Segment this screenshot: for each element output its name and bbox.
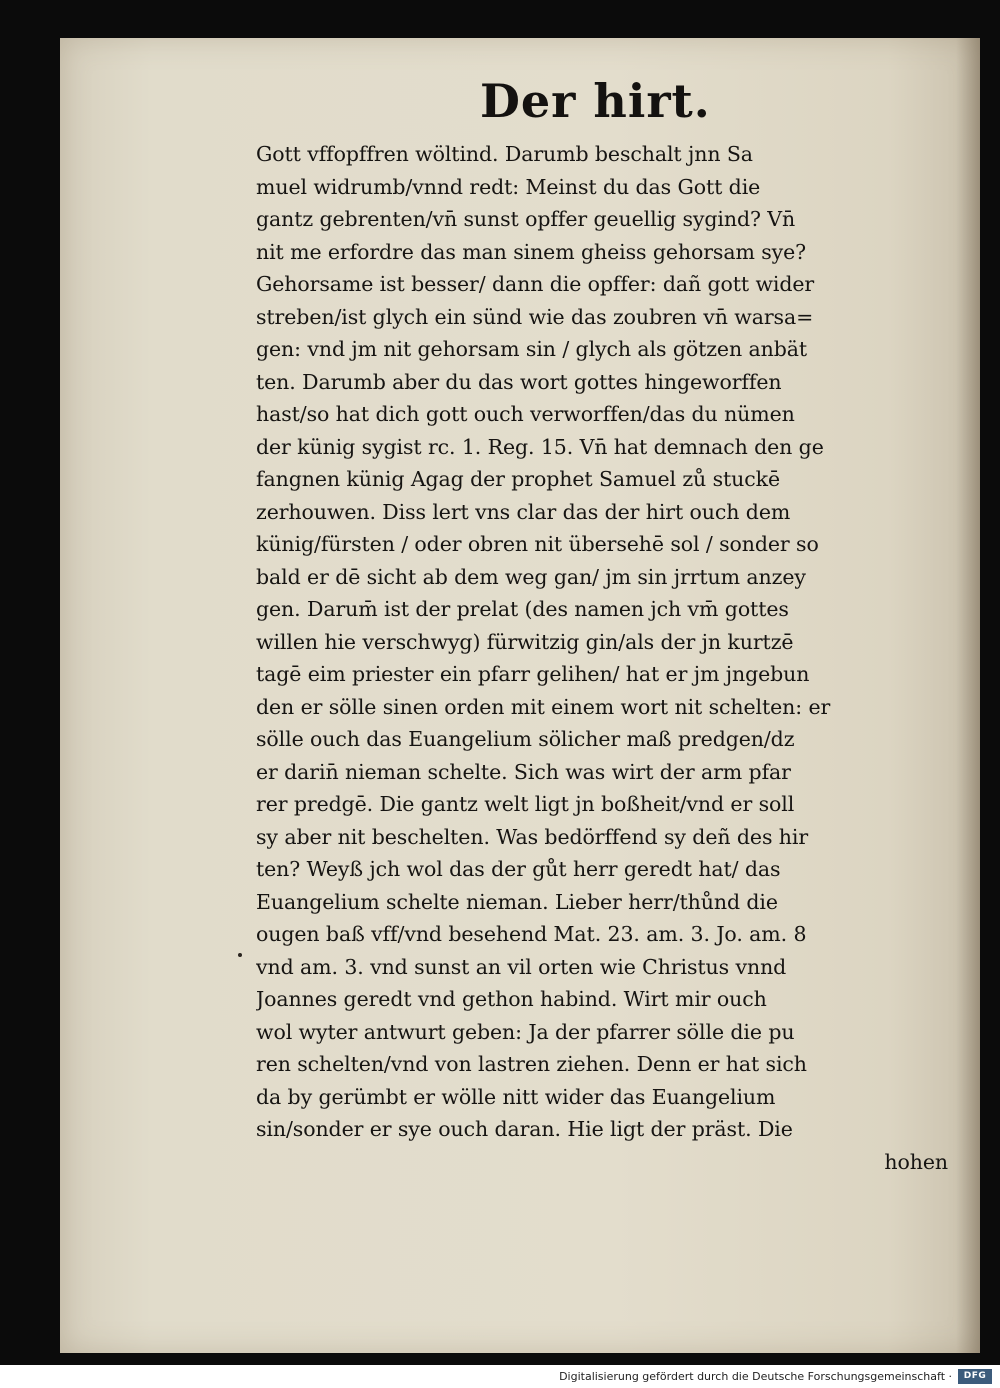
text-line: den er sölle sinen orden mit einem wort nit schelten: er	[256, 694, 831, 719]
text-line: Euangelium schelte nieman. Lieber herr/thůnd die	[256, 889, 778, 914]
text-line: sy aber nit beschelten. Was bedörffend sy deñ des hir	[256, 824, 809, 849]
text-line: Gehorsame ist besser/ dann die opffer: dañ gott wider	[256, 272, 815, 296]
dfg-logo: DFG	[958, 1369, 992, 1384]
text-line: er darin̄ nieman schelte. Sich was wirt der arm pfar	[256, 759, 791, 784]
text-line: muel widrumb/vnnd redt: Meinst du das Gott die	[256, 174, 761, 199]
book-page	[60, 38, 980, 1353]
body-text	[256, 138, 956, 1178]
text-line: hast/so hat dich gott ouch verworffen/das du nümen	[256, 402, 795, 426]
text-line: willen hie verschwyg) fürwitzig gin/als der jn kurtzē	[256, 629, 794, 654]
page-binding-shadow	[956, 38, 980, 1353]
text-line: rer predgē. Die gantz welt ligt jn boßheit/vnd er soll	[256, 792, 795, 816]
running-head: Der hirt.	[480, 74, 711, 128]
text-line: Joannes geredt vnd gethon habind. Wirt mir ouch	[256, 987, 767, 1011]
margin-mark	[238, 953, 242, 957]
text-line: fangnen künig Agag der prophet Samuel zů stuckē	[256, 467, 780, 491]
text-line: da by gerümbt er wölle nitt wider das Euangelium	[256, 1084, 776, 1109]
text-line: gen: vnd jm nit gehorsam sin / glych als götzen anbät	[256, 337, 807, 361]
text-line: Gott vffopffren wöltind. Darumb beschalt jnn Sa	[256, 142, 753, 166]
text-line: vnd am. 3. vnd sunst an vil orten wie Christus vnnd	[256, 954, 787, 979]
text-line: zerhouwen. Diss lert vns clar das der hirt ouch dem	[256, 499, 791, 524]
text-line: sin/sonder er sye ouch daran. Hie ligt der präst. Die	[256, 1117, 793, 1141]
text-line: künig/fürsten / oder obren nit übersehē sol / sonder so	[256, 532, 819, 556]
text-line: bald er dē sicht ab dem weg gan/ jm sin jrrtum anzey	[256, 564, 806, 589]
text-line: sölle ouch das Euangelium sölicher maß predgen/dz	[256, 727, 795, 751]
text-line: tagē eim priester ein pfarr gelihen/ hat er jm jngebun	[256, 662, 810, 686]
text-line: ren schelten/vnd von lastren ziehen. Denn er hat sich	[256, 1052, 807, 1076]
text-line: nit me erfordre das man sinem gheiss gehorsam sye?	[256, 239, 807, 264]
funding-note: Digitalisierung gefördert durch die Deutsche Forschungsgemeinschaft ·	[559, 1370, 952, 1383]
text-line: gantz gebrenten/vn̄ sunst opffer geuellig sygind? Vn̄	[256, 207, 796, 231]
text-line: ougen baß vff/vnd besehend Mat. 23. am. 3. Jo. am. 8	[256, 922, 807, 946]
text-line: der künig sygist rc. 1. Reg. 15. Vn̄ hat demnach den ge	[256, 434, 824, 459]
text-line: wol wyter antwurt geben: Ja der pfarrer sölle die pu	[256, 1019, 795, 1044]
text-line: hohen	[884, 1149, 948, 1174]
text-line: streben/ist glych ein sünd wie das zoubren vn̄ warsa=	[256, 304, 814, 329]
text-line: gen. Darum̄ ist der prelat (des namen jch vm̄ gottes	[256, 597, 789, 621]
text-line: ten? Weyß jch wol das der gůt herr geredt hat/ das	[256, 857, 781, 881]
text-line: ten. Darumb aber du das wort gottes hingeworffen	[256, 369, 782, 394]
